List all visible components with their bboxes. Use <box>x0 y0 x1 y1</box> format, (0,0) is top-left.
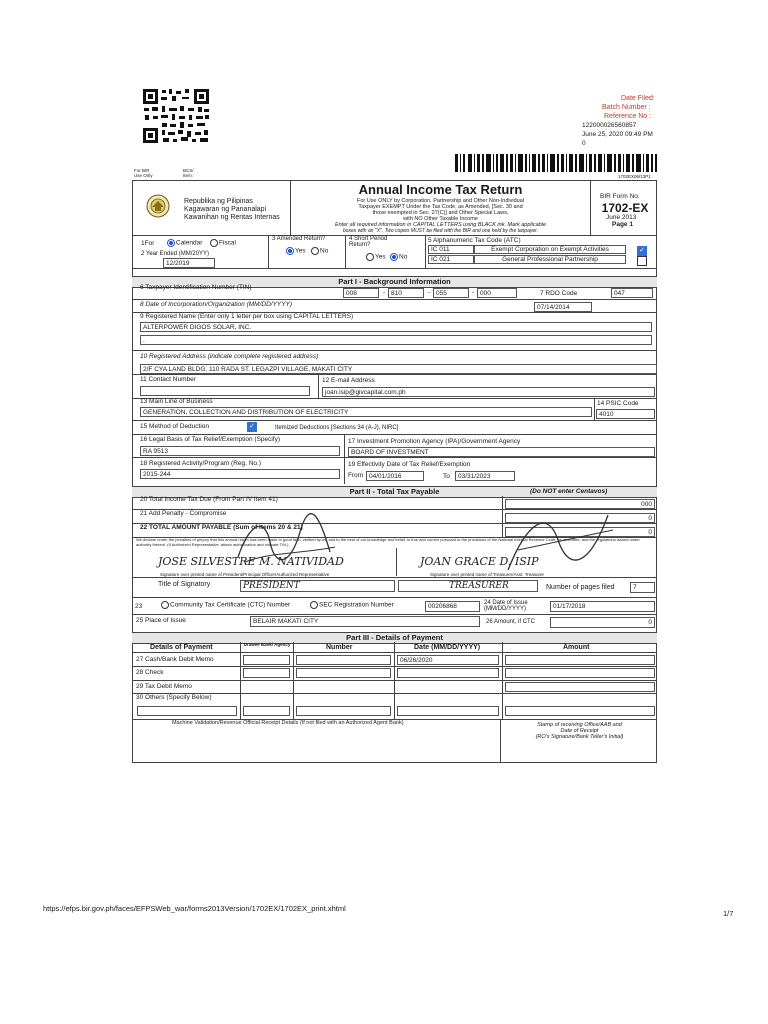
radio-checked-icon <box>390 253 398 261</box>
atc1-desc: Exempt Corporation on Exempt Activities <box>474 245 626 254</box>
row28-number[interactable] <box>296 668 391 678</box>
signature-treasurer: JOAN GRACE D. ISIP <box>420 555 539 568</box>
bir-seal-icon <box>146 194 170 218</box>
to-date-field[interactable]: 03/31/2023 <box>455 471 515 481</box>
atc2-code: IC 021 <box>428 255 474 264</box>
row30-number[interactable] <box>296 706 391 716</box>
contact-label: 11 Contact Number <box>140 376 196 383</box>
amount-ctc-field[interactable]: 0 <box>550 617 655 628</box>
radio-empty-icon <box>161 601 169 609</box>
place-label: 25 Place of Issue <box>136 617 186 624</box>
h-details: Details of Payment <box>150 644 213 651</box>
qr-code <box>142 88 210 144</box>
incorp-date-field[interactable]: 07/14/2014 <box>534 302 592 312</box>
legal-basis-label: 16 Legal Basis of Tax Relief/Exemption (Specify) <box>140 436 281 443</box>
form-desc5: Enter all required information in CAPITAL LETTERS using BLACK ink. Mark applicable <box>334 222 547 228</box>
signature-president: JOSE SILVESTRE M. NATIVIDAD <box>158 555 344 568</box>
machine-validation: Machine Validation/Revenue Official Receipt Details (If not filed with an Authorized Agent Bank) <box>172 720 404 726</box>
business-label: 13 Main Line of Business <box>140 398 213 405</box>
amended-label: 3 Amended Return? <box>272 236 326 242</box>
line21-field[interactable]: 0 <box>505 513 655 523</box>
h-amount: Amount <box>563 644 590 651</box>
footer-url[interactable]: https://efps.bir.gov.ph/faces/EFPSWeb_war/forms2013Version/1702EX/1702EX_print.xhtml <box>43 904 346 913</box>
rdo-field[interactable]: 047 <box>611 288 653 298</box>
title-signatory-label: Title of Signatory <box>158 581 211 588</box>
incorp-label: 8 Date of Incorporation/Organization (MM/DD/YYYY) <box>140 301 293 308</box>
form-date: June 2013 <box>606 214 637 221</box>
for-label: 1For <box>141 240 155 247</box>
address-label: 10 Registered Address (indicate complete registered address) <box>140 353 319 360</box>
tin-part2[interactable]: 810 <box>388 288 424 298</box>
agency-line3: Kawanihan ng Rentas Internas <box>184 214 280 221</box>
tin-part1[interactable]: 008 <box>343 288 379 298</box>
ctc-number-field[interactable]: 00206868 <box>425 601 480 612</box>
atc2-checkbox[interactable] <box>637 256 647 266</box>
rdo-label: 7 RDO Code <box>540 290 578 297</box>
atc1-checkbox[interactable]: ✓ <box>637 246 647 256</box>
row30-label: 30 Others (Specify Below) <box>136 694 212 701</box>
timestamp: June 25, 2020 09:49 PM <box>582 131 653 138</box>
reference-value: 122000026560857 <box>582 122 637 129</box>
form-desc2: Taxpayer EXEMPT Under the Tax Code, as Amended, [Sec. 30 and <box>358 204 523 210</box>
issue-date-label: 24 Date of Issue (MM/DD/YYYY) <box>484 600 528 612</box>
short-yes-radio[interactable]: Yes <box>366 253 386 261</box>
psic-field[interactable]: 4010 <box>596 409 655 419</box>
form-desc1: For Use ONLY by Corporation, Partnership and Other Non-Individual <box>356 198 525 204</box>
form-no-label: BIR Form No. <box>600 193 640 200</box>
deduction-checkbox[interactable]: ✓ <box>247 422 257 432</box>
line22-label: 22 TOTAL AMOUNT PAYABLE (Sum of Items 20 & 21) <box>140 524 303 531</box>
atc-label: 5 Alphanumeric Tax Code (ATC) <box>428 237 521 244</box>
pages-filed-field[interactable]: 7 <box>630 582 655 593</box>
form-number: 1702-EX <box>601 201 649 215</box>
amended-no-radio[interactable]: No <box>311 247 328 255</box>
signature-scribble-icon <box>498 500 628 578</box>
declaration-text: We declare under the penalties of perjury that this annual return has been made in good faith, verified by us, and to the best of our knowledge and belief, is true and correct pursuant to the provisions of the National Internal Revenue Code, as amended, and the regulations issued under authority thereof. (If Authorized Representative, attach authorization and indicate TIN.) <box>136 537 640 547</box>
year-ended-field[interactable]: 12/2019 <box>163 258 215 268</box>
row27-date[interactable]: 06/26/2020 <box>397 655 499 665</box>
bcs-item: BCS/ Item: <box>183 168 194 178</box>
row29-label: 29 Tax Debit Memo <box>136 683 192 690</box>
to-label: To <box>443 473 450 480</box>
pages-filed-label: Number of pages filed <box>546 584 615 591</box>
form-page: Page 1 <box>612 221 633 228</box>
form-desc3: those exempted in Sec. 27(C)] and Other Special Laws, <box>372 210 509 216</box>
tin-part4[interactable]: 000 <box>477 288 517 298</box>
amount-ctc-label: 26 Amount, if CTC <box>486 619 536 625</box>
stamp-line1: Stamp of receiving Office/AAB and <box>537 722 622 728</box>
fiscal-radio[interactable]: Fiscal <box>210 239 236 247</box>
stamp-line3: (RO's Signature/Bank Teller's Initial) <box>535 734 624 740</box>
activity-label: 18 Registered Activity/Program (Reg. No.) <box>140 460 262 467</box>
psic-label: 14 PSIC Code <box>597 400 639 407</box>
batch-number-label: Batch Number : <box>602 104 651 111</box>
name-label: 9 Registered Name (Enter only 1 letter per box using CAPITAL LETTERS) <box>140 313 354 320</box>
part2-title: Part II - Total Tax Payable <box>132 486 657 498</box>
row28-date[interactable] <box>397 668 499 678</box>
radio-checked-icon <box>167 239 175 247</box>
date-filed-label: Date Filed: <box>621 95 655 102</box>
line21-label: 21 Add Penalty - Compromise <box>140 510 227 517</box>
from-label: From <box>348 472 364 479</box>
form-title: Annual Income Tax Return <box>358 182 523 197</box>
agency-line1: Republika ng Pilipinas <box>184 198 253 205</box>
deduction-label: 15 Method of Deduction <box>140 423 210 430</box>
reference-label: Reference No : <box>604 113 652 120</box>
radio-empty-icon <box>310 601 318 609</box>
atc1-code: IC 011 <box>428 245 474 254</box>
barcode <box>455 154 657 172</box>
stamp-line2: Date of Receipt <box>560 728 599 734</box>
row29-amount[interactable] <box>505 682 655 692</box>
address-field[interactable]: 2/F CYA LAND BLDG. 110 RADA ST. LEGAZPI VILLAGE, MAKATI CITY <box>140 364 657 374</box>
calendar-radio[interactable]: Calendar <box>167 239 202 247</box>
amended-yes-radio[interactable]: Yes <box>286 247 306 255</box>
barcode-caption: 1702EX06/13P1 <box>618 174 651 179</box>
sig2-caption: Signature over printed name of Treasurer/Asst. Treasurer <box>430 572 545 577</box>
h-number: Number <box>326 644 353 651</box>
atc2-desc: General Professional Partnership <box>474 255 626 264</box>
part2-note: (Do NOT enter Centavos) <box>530 488 608 495</box>
radio-empty-icon <box>210 239 218 247</box>
deduction-text: Itemized Deductions [Sections 34 (A-J), NIRC] <box>275 425 399 431</box>
part3-title: Part III - Details of Payment <box>132 632 657 644</box>
short-period-label: 4 Short Period Return? <box>349 236 388 248</box>
email-label: 12 E-mail Address <box>322 377 375 384</box>
row30-specify[interactable] <box>137 706 237 716</box>
email-field[interactable]: joan.isip@givcapital.com.ph <box>322 387 655 397</box>
row27-bank[interactable] <box>243 655 290 665</box>
h-bank: Drawee Bank/ Agency <box>243 642 291 647</box>
h-date: Date (MM/DD/YYYY) <box>414 644 481 651</box>
ipa-field[interactable]: BOARD OF INVESTMENT <box>348 447 655 457</box>
ctc-item-label: 23 <box>135 603 143 610</box>
row27-number[interactable] <box>296 655 391 665</box>
agency-line2: Kagawaran ng Pananalapi <box>184 206 267 213</box>
issue-date-field[interactable]: 01/17/2018 <box>550 601 655 612</box>
place-field[interactable]: BELAIR MAKATI CITY <box>250 616 480 627</box>
registered-name-field2[interactable]: . <box>140 335 652 345</box>
footer-page: 1/7 <box>723 909 734 918</box>
line20-label: 20 Total Income Tax Due (From Part IV Item 41) <box>140 496 278 503</box>
effectivity-label: 19 Effectivity Date of Tax Relief/Exemption <box>348 461 471 468</box>
part1-title: Part I - Background Information <box>132 276 657 288</box>
title-treasurer[interactable]: TREASURER <box>398 580 538 592</box>
signature-scribble-icon <box>230 512 340 572</box>
row28-amount[interactable] <box>505 668 655 678</box>
tin-label: 6 Taxpayer Identification Number (TIN) <box>140 284 252 291</box>
radio-empty-icon <box>311 247 319 255</box>
batch-value: 0 <box>582 140 586 147</box>
registered-name-field[interactable]: ALTERPOWER DIGOS SOLAR, INC. <box>140 322 652 332</box>
row28-bank[interactable] <box>243 668 290 678</box>
from-date-field[interactable]: 04/01/2016 <box>366 471 424 481</box>
title-president[interactable]: PRESIDENT <box>240 580 395 592</box>
row30-date[interactable] <box>397 706 499 716</box>
row30-bank[interactable] <box>243 706 290 716</box>
row28-label: 28 Check <box>136 669 164 676</box>
radio-empty-icon <box>366 253 374 261</box>
contact-field[interactable] <box>140 386 310 396</box>
row30-amount[interactable] <box>505 706 655 716</box>
line22-field[interactable]: 0 <box>505 527 655 537</box>
radio-checked-icon <box>286 247 294 255</box>
line20-field[interactable]: 000 <box>505 499 655 509</box>
tin-part3[interactable]: 055 <box>433 288 469 298</box>
form-desc6: boxes with an "X". Two copies MUST be filed with the BIR and one held by the taxpayer. <box>342 228 539 234</box>
sec-radio[interactable]: SEC Registration Number <box>310 601 394 609</box>
ipa-label: 17 Investment Promotion Agency (IPA)/Government Agency <box>348 438 521 445</box>
short-no-radio[interactable]: No <box>390 253 407 261</box>
bir-use-only: For BIR Use Only <box>134 168 153 178</box>
legal-basis-field[interactable]: RA 9513 <box>140 446 340 456</box>
ctc-radio[interactable]: Community Tax Certificate (CTC) Number <box>161 601 290 609</box>
row27-amount[interactable] <box>505 655 655 665</box>
activity-field[interactable]: 2015-244 <box>140 469 340 479</box>
form-desc4: with NO Other Taxable Income <box>403 216 478 222</box>
business-field[interactable]: GENERATION, COLLECTION AND DISTRIBUTION OF ELECTRICITY <box>140 407 592 417</box>
sig1-caption: Signature over printed name of President/Principal Officer/Authorized Representative <box>160 572 330 577</box>
row27-label: 27 Cash/Bank Debit Memo <box>136 656 214 663</box>
year-ended-label: 2 Year Ended (MM/20YY) <box>141 251 210 257</box>
